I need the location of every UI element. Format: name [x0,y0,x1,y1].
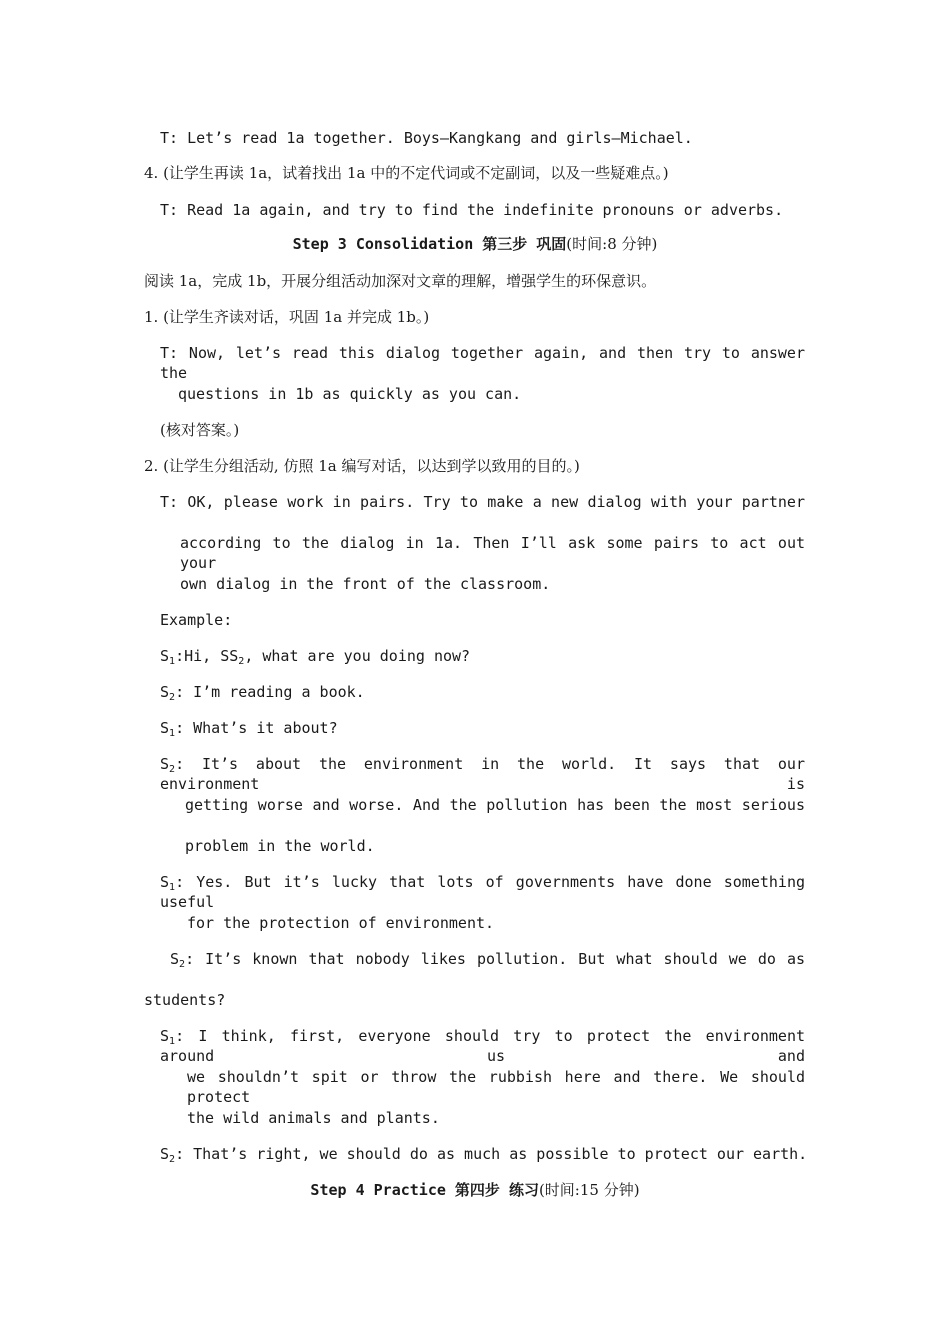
teacher-line-now-cont: questions in 1b as quickly as you can. [178,385,522,403]
speaker-label: S [160,755,170,773]
dialog-line-cont: getting worse and worse. And the pollution has been the most serious [185,796,805,814]
speaker-label: S [160,1027,170,1045]
step3-intro: 阅读 1a，完成 1b，开展分组活动加深对文章的理解，增强学生的环保意识。 [144,272,657,290]
step4-time: (时间:15 分钟) [538,1181,640,1199]
speaker-label: S [160,647,170,665]
dialog-line: $S_1$: I think, first, everyone should try to protect the environment around us and [160,1027,805,1065]
speaker-label: S [160,1145,170,1163]
dialog-line: $S_2$: It’s known that nobody likes pollution. But what should we do as [170,950,805,970]
step3-item-1: 1. (让学生齐读对话，巩固 1a 并完成 1b。) [144,308,430,326]
dialog-line-cont: students? [144,991,226,1009]
example-label: Example: [160,611,233,629]
check-answers-note: (核对答案。) [160,421,240,439]
step4-heading [0,1180,950,1200]
dialog-line: $S_1$: What’s it about? [160,719,338,739]
speaker-label: S [160,719,170,737]
teacher-line-ok-cont1: according to the dialog in 1a. Then I’ll ask some pairs to act out your [180,534,805,572]
step-item-4: 4. (让学生再读 1a，试着找出 1a 中的不定代词或不定副词，以及一些疑难点。) [144,164,669,182]
step3-time: (时间:8 分钟) [566,235,658,253]
teacher-line-ok-cont2: own dialog in the front of the classroom. [180,575,551,593]
dialog-line-cont: problem in the world. [185,837,375,855]
teacher-line-now: T: Now, let’s read this dialog together again, and then try to answer the [160,344,805,382]
dialog-line: $S_2$: That’s right, we should do as much as possible to protect our earth. [160,1145,808,1165]
speaker-label: S [170,950,180,968]
step3-heading [0,234,950,254]
dialog-line-cont: the wild animals and plants. [187,1109,440,1127]
dialog-line-cont: for the protection of environment. [187,914,495,932]
teacher-line-read-together: T: Let’s read 1a together. Boys—Kangkang and girls—Michael. [160,129,693,147]
step3-title: Step 3 Consolidation 第三步 巩固 [292,235,567,253]
speaker-label: S [160,873,170,891]
speaker-label: S [160,683,170,701]
step4-title: Step 4 Practice 第四步 练习 [310,1181,539,1199]
dialog-line-cont: we shouldn’t spit or throw the rubbish here and there. We should protect [187,1068,805,1106]
dialog-line: $S_2$: I’m reading a book. [160,683,365,703]
teacher-line-ok: T: OK, please work in pairs. Try to make a new dialog with your partner [160,493,805,511]
dialog-line: $S_2$: It’s about the environment in the world. It says that our environment is [160,755,805,793]
teacher-line-read-again: T: Read 1a again, and try to find the indefinite pronouns or adverbs. [160,201,784,219]
step3-item-2: 2. (让学生分组活动, 仿照 1a 编写对话，以达到学以致用的目的。) [144,457,580,475]
dialog-line: $S_1$: Yes. But it’s lucky that lots of governments have done something useful [160,873,805,911]
dialog-line: $S_1:Hi$, $SS_2$, what are you doing now? [160,647,471,667]
